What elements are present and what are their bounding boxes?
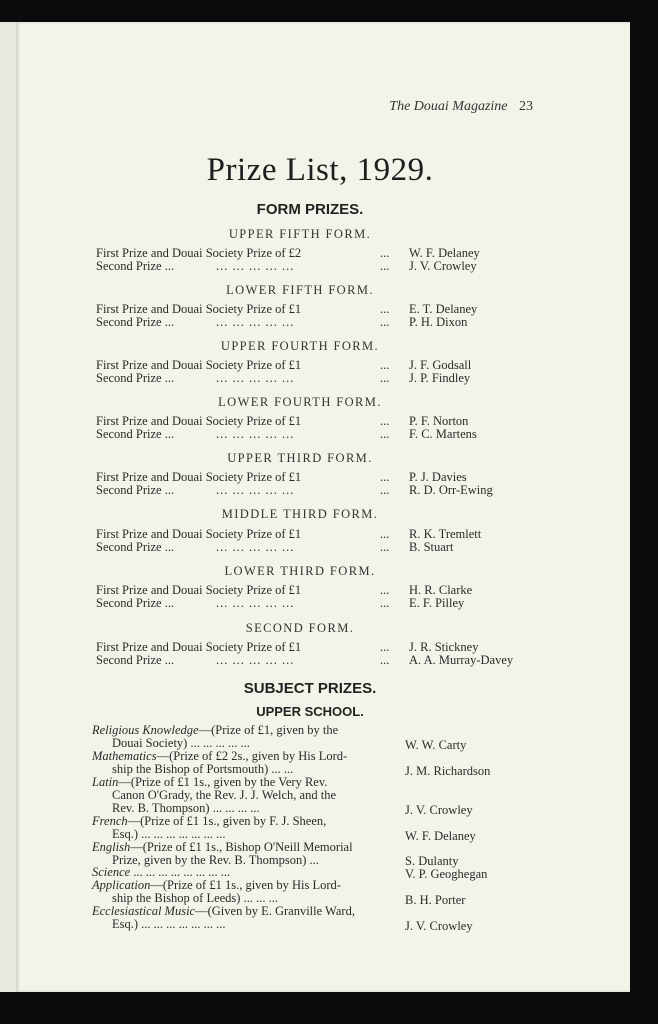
leader-dots: ... (380, 358, 390, 372)
leader-dots: ... (380, 596, 390, 610)
winner-name: E. F. Pilley (409, 596, 465, 610)
leader-dots: ... ... ... ... ... (216, 371, 295, 385)
subject-name: Application (92, 878, 151, 892)
form-heading: LOWER THIRD FORM. (224, 564, 376, 578)
subject-detail: Douai Society) ... ... ... ... ... (112, 736, 250, 750)
subject-detail: Rev. B. Thompson) ... ... ... ... (112, 801, 260, 815)
subject-name: Science (92, 865, 131, 879)
winner-name: F. C. Martens (409, 427, 477, 441)
upper-school-heading: UPPER SCHOOL. (256, 704, 364, 719)
prize-label: Second Prize ... (96, 371, 175, 385)
prize-label: Second Prize ... (96, 483, 175, 497)
leader-dots: ... (380, 470, 390, 484)
prize-label: First Prize and Douai Society Prize of £1 (96, 527, 302, 541)
prize-row (96, 527, 536, 541)
leader-dots: ... (380, 653, 390, 667)
subject-name: English (92, 840, 131, 854)
winner-name: J. V. Crowley (409, 259, 477, 273)
winner-name: R. K. Tremlett (409, 527, 482, 541)
prize-label: Second Prize ... (96, 259, 175, 273)
subject-name: Religious Knowledge (92, 723, 199, 737)
winner-name: J. V. Crowley (405, 919, 473, 933)
leader-dots: ... (380, 315, 390, 329)
winner-name: V. P. Geoghegan (405, 867, 488, 881)
prize-row (96, 653, 536, 667)
form-heading: MIDDLE THIRD FORM. (221, 507, 379, 521)
winner-name: J. F. Godsall (409, 358, 472, 372)
leader-dots: ... ... ... ... ... (216, 427, 295, 441)
form-heading: UPPER FIFTH FORM. (228, 227, 372, 241)
subject-entry (92, 905, 392, 931)
subject-detail: —(Prize of £1 1s., given by the Very Rev. (118, 775, 328, 789)
subject-detail: Canon O'Grady, the Rev. J. J. Welch, and the (112, 788, 336, 802)
leader-dots: ... (380, 540, 390, 554)
subject-detail: Esq.) ... ... ... ... ... ... ... (112, 827, 226, 841)
subject-name: Mathematics (92, 749, 157, 763)
subject-name: Latin (92, 775, 119, 789)
page-title: Prize List, 1929. (206, 152, 434, 188)
prize-label: Second Prize ... (96, 596, 175, 610)
prize-label: First Prize and Douai Society Prize of £2 (96, 246, 302, 260)
prize-row (96, 583, 536, 597)
prize-row (96, 483, 536, 497)
prize-row (96, 414, 536, 428)
leader-dots: ... (380, 483, 390, 497)
prize-row (96, 427, 536, 441)
subject-name: Ecclesiastical Music (92, 904, 196, 918)
subject-detail: —(Prize of £1 1s., given by F. J. Sheen, (127, 814, 327, 828)
winner-name: A. A. Murray-Davey (409, 653, 514, 667)
subject-detail: Prize, given by the Rev. B. Thompson) ... (112, 853, 319, 867)
form-prizes-heading: FORM PRIZES. (256, 201, 364, 218)
subject-entry (92, 815, 392, 841)
form-heading: LOWER FOURTH FORM. (218, 395, 382, 409)
form-heading: LOWER FIFTH FORM. (226, 283, 374, 297)
subject-entry (92, 879, 392, 905)
leader-dots: ... ... ... ... ... (216, 315, 295, 329)
winner-name: W. F. Delaney (409, 246, 480, 260)
leader-dots: ... (380, 246, 390, 260)
prize-row (96, 358, 536, 372)
winner-name: J. R. Stickney (409, 640, 479, 654)
prize-row (96, 315, 536, 329)
prize-label: Second Prize ... (96, 540, 175, 554)
prize-label: First Prize and Douai Society Prize of £1 (96, 414, 302, 428)
winner-name: P. H. Dixon (409, 315, 468, 329)
leader-dots: ... ... ... ... ... (216, 596, 295, 610)
prize-label: Second Prize ... (96, 427, 175, 441)
form-heading: UPPER FOURTH FORM. (220, 339, 380, 353)
prize-label: First Prize and Douai Society Prize of £1 (96, 358, 302, 372)
subject-name: French (92, 814, 128, 828)
subject-detail: ... ... ... ... ... ... ... ... (130, 865, 231, 879)
subject-detail: —(Prize of £1 1s., given by His Lord- (150, 878, 341, 892)
leader-dots: ... ... ... ... ... (216, 540, 295, 554)
leader-dots: ... ... ... ... ... (216, 653, 295, 667)
winner-name: J. M. Richardson (405, 764, 491, 778)
subject-detail: ship the Bishop of Leeds) ... ... ... (112, 891, 278, 905)
winner-name: W. F. Delaney (405, 829, 476, 843)
winner-name: J. P. Findley (409, 371, 471, 385)
subject-entry (92, 776, 392, 815)
subject-detail: —(Given by E. Granville Ward, (195, 904, 355, 918)
prize-label: First Prize and Douai Society Prize of £1 (96, 640, 302, 654)
prize-label: Second Prize ... (96, 315, 175, 329)
leader-dots: ... (380, 302, 390, 316)
prize-row (96, 640, 536, 654)
winner-name: S. Dulanty (405, 854, 459, 868)
subject-detail: ship the Bishop of Portsmouth) ... ... (112, 762, 294, 776)
winner-name: J. V. Crowley (405, 803, 473, 817)
leader-dots: ... (380, 414, 390, 428)
magazine-name: The Douai Magazine (389, 99, 508, 114)
running-header (389, 99, 533, 115)
leader-dots: ... ... ... ... ... (216, 259, 295, 273)
subject-prizes-heading: SUBJECT PRIZES. (243, 680, 377, 697)
prize-row (96, 470, 536, 484)
prize-row (96, 371, 536, 385)
winner-name: B. Stuart (409, 540, 454, 554)
leader-dots: ... (380, 371, 390, 385)
subject-detail: —(Prize of £1 1s., Bishop O'Neill Memorial (130, 840, 353, 854)
prize-row (96, 246, 536, 260)
winner-name: P. J. Davies (409, 470, 467, 484)
leader-dots: ... (380, 427, 390, 441)
prize-row (96, 540, 536, 554)
subject-entry (92, 724, 392, 750)
prize-label: First Prize and Douai Society Prize of £1 (96, 583, 302, 597)
prize-row (96, 259, 536, 273)
leader-dots: ... (380, 640, 390, 654)
page-number: 23 (519, 99, 533, 114)
prize-row (96, 302, 536, 316)
prize-label: First Prize and Douai Society Prize of £1 (96, 302, 302, 316)
subject-detail: Esq.) ... ... ... ... ... ... ... (112, 917, 226, 931)
winner-name: P. F. Norton (409, 414, 469, 428)
winner-name: E. T. Delaney (409, 302, 478, 316)
subject-detail: —(Prize of £1, given by the (198, 723, 339, 737)
winner-name: R. D. Orr-Ewing (409, 483, 493, 497)
subject-entry (92, 750, 392, 776)
leader-dots: ... (380, 583, 390, 597)
winner-name: W. W. Carty (405, 738, 467, 752)
form-heading: UPPER THIRD FORM. (227, 451, 373, 465)
leader-dots: ... ... ... ... ... (216, 483, 295, 497)
subject-detail: —(Prize of £2 2s., given by His Lord- (156, 749, 348, 763)
prize-label: First Prize and Douai Society Prize of £1 (96, 470, 302, 484)
subject-entry (92, 841, 392, 867)
leader-dots: ... (380, 259, 390, 273)
prize-label: Second Prize ... (96, 653, 175, 667)
leader-dots: ... (380, 527, 390, 541)
prize-row (96, 596, 536, 610)
winner-name: B. H. Porter (405, 893, 466, 907)
form-heading: SECOND FORM. (245, 621, 355, 635)
winner-name: H. R. Clarke (409, 583, 473, 597)
